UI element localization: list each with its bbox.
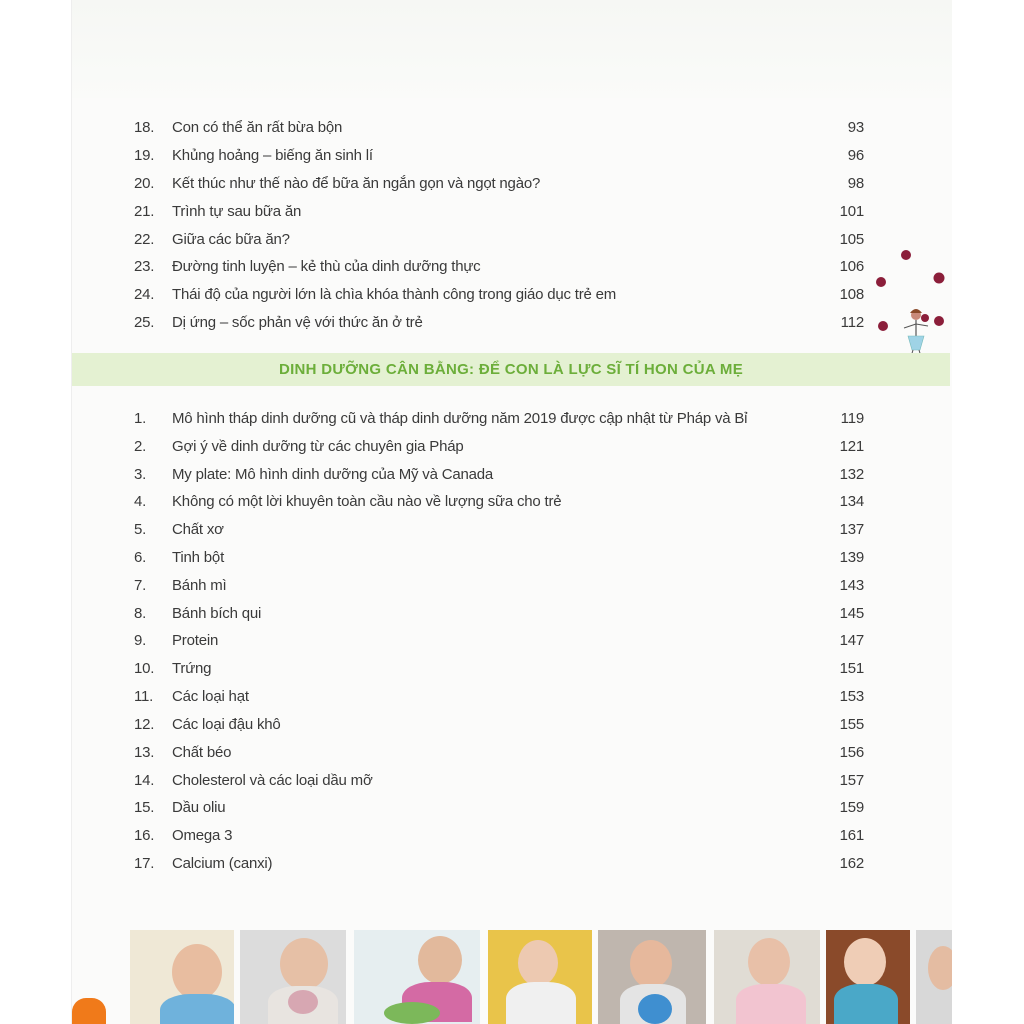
baby-photo xyxy=(240,930,346,1024)
section-title: DINH DƯỠNG CÂN BẰNG: ĐỂ CON LÀ LỰC SĨ TÍ HON CỦA MẸ xyxy=(278,361,744,378)
toc-row: 3. My plate: Mô hình dinh dưỡng của Mỹ và Canada 132 xyxy=(134,465,864,483)
toc-row: 9. Protein 147 xyxy=(134,631,864,649)
toc-row: 18. Con có thể ăn rất bừa bộn 93 xyxy=(134,118,864,136)
toc-row: 13. Chất béo 156 xyxy=(134,743,864,761)
toc-row: 24. Thái độ của người lớn là chìa khóa thành công trong giáo dục trẻ em 108 xyxy=(134,285,864,303)
toc-row: 8. Bánh bích qui 145 xyxy=(134,604,864,622)
section-banner xyxy=(72,353,950,386)
toc-row: 10. Trứng 151 xyxy=(134,659,864,677)
baby-photo xyxy=(130,930,234,1024)
toc-row: 5. Chất xơ 137 xyxy=(134,520,864,538)
toc-row: 17. Calcium (canxi) 162 xyxy=(134,854,864,872)
toc-row: 6. Tinh bột 139 xyxy=(134,548,864,566)
toc-row: 15. Dầu oliu 159 xyxy=(134,798,864,816)
toc-row: 11. Các loại hạt 153 xyxy=(134,687,864,705)
baby-photo xyxy=(826,930,910,1024)
toc-row: 25. Dị ứng – sốc phản vệ với thức ăn ở trẻ 112 xyxy=(134,313,864,331)
baby-photo xyxy=(916,930,952,1024)
toc-row: 23. Đường tinh luyện – kẻ thù của dinh dưỡng thực 106 xyxy=(134,257,864,275)
toc-row: 20. Kết thúc như thế nào để bữa ăn ngắn gọn và ngọt ngào? 98 xyxy=(134,174,864,192)
baby-photo xyxy=(598,930,706,1024)
baby-photo xyxy=(354,930,480,1024)
toc-row: 16. Omega 3 161 xyxy=(134,826,864,844)
toc-row: 12. Các loại đậu khô 155 xyxy=(134,715,864,733)
toc-row: 1. Mô hình tháp dinh dưỡng cũ và tháp dinh dưỡng năm 2019 được cập nhật từ Pháp và Bỉ 119 xyxy=(134,409,864,427)
toc-row: 14. Cholesterol và các loại dầu mỡ 157 xyxy=(134,771,864,789)
toc-row: 22. Giữa các bữa ăn? 105 xyxy=(134,230,864,248)
toc-row: 19. Khủng hoảng – biếng ăn sinh lí 96 xyxy=(134,146,864,164)
toc-row: 21. Trình tự sau bữa ăn 101 xyxy=(134,202,864,220)
baby-photo xyxy=(714,930,820,1024)
toc-row: 2. Gợi ý về dinh dưỡng từ các chuyên gia Pháp 121 xyxy=(134,437,864,455)
faded-header-area xyxy=(72,0,952,98)
orange-fruit-decoration xyxy=(72,998,106,1024)
toc-row: 4. Không có một lời khuyên toàn cầu nào về lượng sữa cho trẻ 134 xyxy=(134,492,864,510)
baby-photo xyxy=(488,930,592,1024)
toc-row: 7. Bánh mì 143 xyxy=(134,576,864,594)
